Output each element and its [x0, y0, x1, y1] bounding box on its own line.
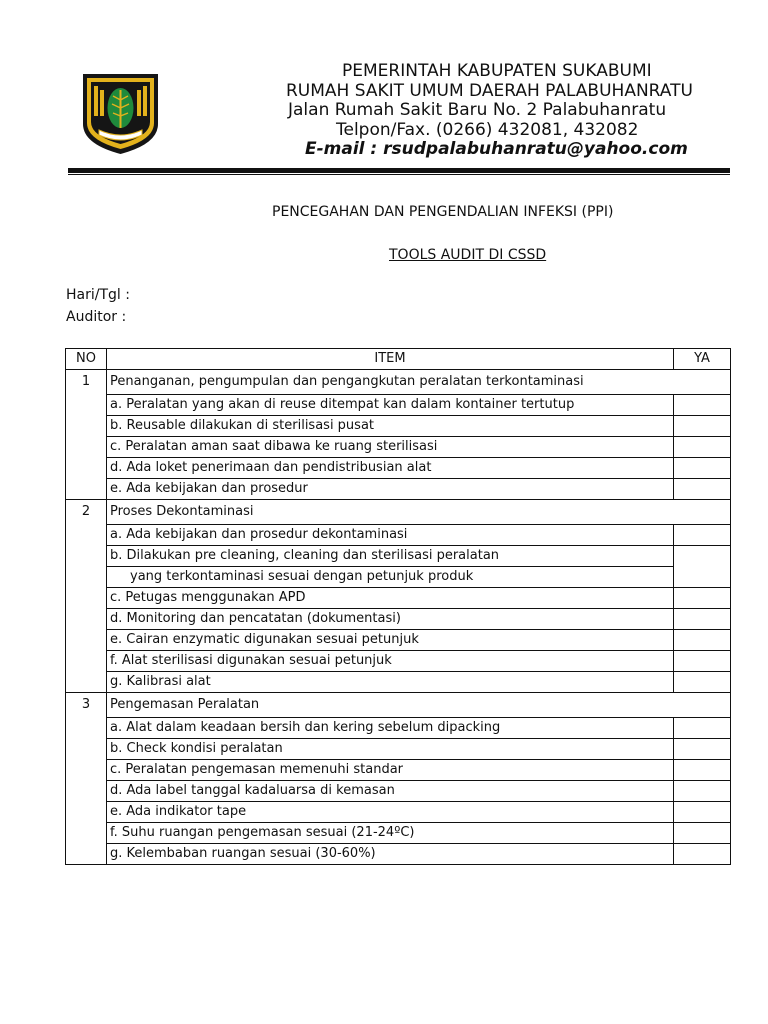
ya-checkbox-cell[interactable] [674, 672, 731, 693]
section-number: 3 [66, 693, 107, 865]
checklist-item: a. Ada kebijakan dan prosedur dekontaminasi [107, 525, 674, 546]
table-row [66, 739, 731, 760]
checklist-item: f. Suhu ruangan pengemasan sesuai (21-24ºC) [107, 823, 674, 844]
table-row [66, 672, 731, 693]
ya-checkbox-cell[interactable] [674, 458, 731, 479]
ya-checkbox-cell[interactable] [674, 651, 731, 672]
checklist-item: e. Ada kebijakan dan prosedur [107, 479, 674, 500]
table-row [66, 609, 731, 630]
checklist-item: f. Alat sterilisasi digunakan sesuai petunjuk [107, 651, 674, 672]
ya-checkbox-cell[interactable] [674, 781, 731, 802]
checklist-item: g. Kelembaban ruangan sesuai (30-60%) [107, 844, 674, 865]
ya-checkbox-cell[interactable] [674, 823, 731, 844]
ya-checkbox-cell[interactable] [674, 760, 731, 781]
ya-checkbox-cell[interactable] [674, 802, 731, 823]
ya-checkbox-cell[interactable] [674, 437, 731, 458]
table-row [66, 844, 731, 865]
table-row [66, 567, 731, 588]
ya-checkbox-cell[interactable] [674, 395, 731, 416]
ya-checkbox-cell[interactable] [674, 416, 731, 437]
header-email: E-mail : rsudpalabuhanratu@yahoo.com [305, 139, 688, 159]
checklist-item: e. Cairan enzymatic digunakan sesuai petunjuk [107, 630, 674, 651]
checklist-item: c. Peralatan pengemasan memenuhi standar [107, 760, 674, 781]
section-row [66, 500, 731, 525]
checklist-item: d. Ada label tanggal kadaluarsa di kemasan [107, 781, 674, 802]
section-title: Proses Dekontaminasi [107, 500, 731, 525]
ya-checkbox-cell[interactable] [674, 588, 731, 609]
header-hospital-name: RUMAH SAKIT UMUM DAERAH PALABUHANRATU [286, 80, 693, 101]
section-row [66, 370, 731, 395]
table-row [66, 823, 731, 844]
table-body [66, 370, 731, 865]
document-subtitle: TOOLS AUDIT DI CSSD [389, 247, 547, 263]
table-row [66, 479, 731, 500]
checklist-item: yang terkontaminasi sesuai dengan petunjuk produk [107, 567, 674, 588]
table-row [66, 760, 731, 781]
table-row [66, 437, 731, 458]
auditor-field-label: Auditor : [66, 309, 127, 325]
col-header-no: NO [66, 349, 107, 370]
ya-checkbox-cell[interactable] [674, 525, 731, 546]
table-row [66, 651, 731, 672]
table-row [66, 781, 731, 802]
table-row [66, 588, 731, 609]
document-title: PENCEGAHAN DAN PENGENDALIAN INFEKSI (PPI) [272, 204, 614, 220]
ya-checkbox-cell[interactable] [674, 739, 731, 760]
section-number: 2 [66, 500, 107, 693]
header-address: Jalan Rumah Sakit Baru No. 2 Palabuhanratu [288, 100, 667, 120]
header-government: PEMERINTAH KABUPATEN SUKABUMI [342, 62, 652, 81]
ya-checkbox-cell[interactable] [674, 479, 731, 500]
table-row [66, 416, 731, 437]
ya-checkbox-cell[interactable] [674, 718, 731, 739]
checklist-item: d. Monitoring dan pencatatan (dokumentasi) [107, 609, 674, 630]
table-row [66, 525, 731, 546]
institution-header [170, 62, 768, 160]
col-header-ya: YA [674, 349, 731, 370]
ya-checkbox-cell[interactable] [674, 844, 731, 865]
checklist-item: d. Ada loket penerimaan dan pendistribusian alat [107, 458, 674, 479]
sukabumi-regency-crest-icon [81, 72, 160, 156]
table-row [66, 630, 731, 651]
checklist-item: e. Ada indikator tape [107, 802, 674, 823]
section-title: Penanganan, pengumpulan dan pengangkutan peralatan terkontaminasi [107, 370, 731, 395]
checklist-item: c. Peralatan aman saat dibawa ke ruang sterilisasi [107, 437, 674, 458]
table-row [66, 546, 731, 567]
checklist-item: b. Check kondisi peralatan [107, 739, 674, 760]
ya-checkbox-cell[interactable] [674, 567, 731, 588]
date-field-label: Hari/Tgl : [66, 287, 130, 303]
ya-checkbox-cell[interactable] [674, 609, 731, 630]
section-title: Pengemasan Peralatan [107, 693, 731, 718]
checklist-item: c. Petugas menggunakan APD [107, 588, 674, 609]
table-row [66, 718, 731, 739]
checklist-item: a. Peralatan yang akan di reuse ditempat kan dalam kontainer tertutup [107, 395, 674, 416]
header-phone: Telpon/Fax. (0266) 432081, 432082 [336, 119, 639, 140]
checklist-item: b. Dilakukan pre cleaning, cleaning dan sterilisasi peralatan [107, 546, 674, 567]
table-row [66, 458, 731, 479]
checklist-item: b. Reusable dilakukan di sterilisasi pusat [107, 416, 674, 437]
section-row [66, 693, 731, 718]
ya-checkbox-cell[interactable] [674, 630, 731, 651]
table-header-row [66, 349, 731, 370]
ya-checkbox-cell[interactable] [674, 546, 731, 567]
checklist-item: g. Kalibrasi alat [107, 672, 674, 693]
checklist-item: a. Alat dalam keadaan bersih dan kering sebelum dipacking [107, 718, 674, 739]
table-row [66, 802, 731, 823]
col-header-item: ITEM [107, 349, 674, 370]
table-row [66, 395, 731, 416]
header-divider [68, 168, 730, 175]
audit-checklist-table [65, 348, 731, 865]
section-number: 1 [66, 370, 107, 500]
